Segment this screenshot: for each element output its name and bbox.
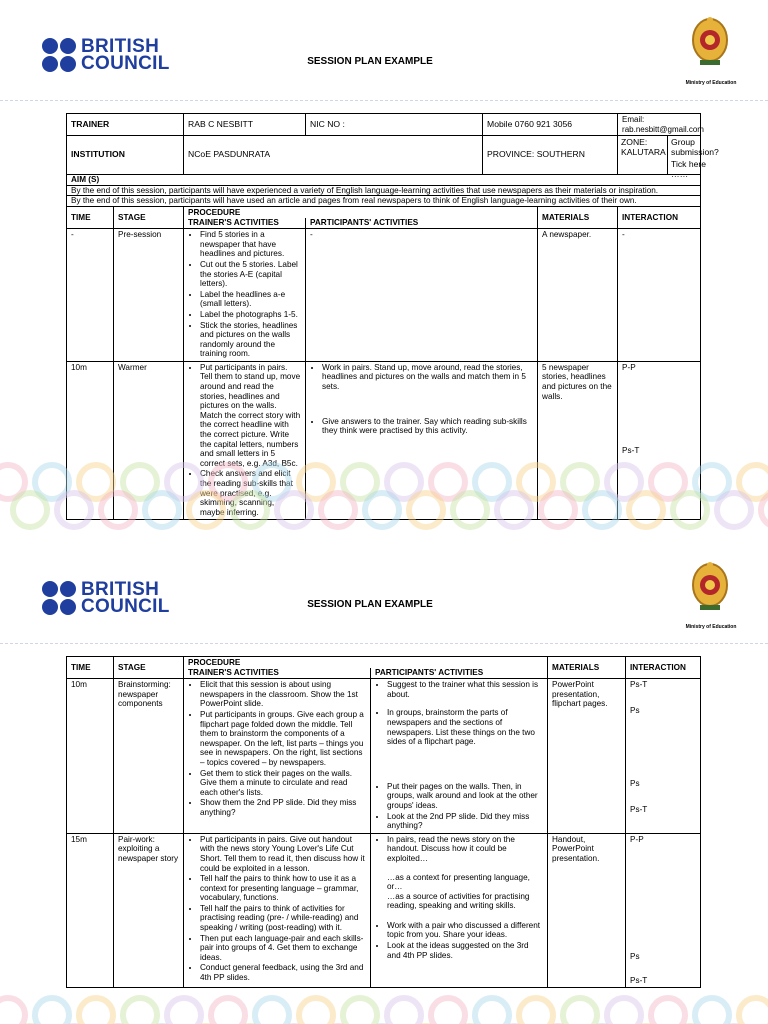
participant-note: …as a context for presenting language, or… (387, 872, 530, 892)
institution-value: NCoE PASDUNRATA (184, 136, 483, 175)
row-stage: Pre-session (114, 229, 184, 362)
list-item: • Stick the stories, headlines and pictures on the walls randomly around the training room. (200, 321, 301, 359)
interaction-value: Ps-T (630, 680, 648, 690)
ring-ornament (648, 995, 688, 1024)
group-submission-label: Group submission? (671, 137, 719, 157)
aims-label: AIM (S) (67, 175, 700, 186)
list-item: • Look at the ideas suggested on the 3rd and 4th PP slides. (387, 941, 543, 960)
table-row (67, 833, 701, 987)
row-time: - (67, 229, 114, 362)
ring-ornament (208, 995, 248, 1024)
list-item: • Give answers to the trainer. Say which reading sub-skills they think were practised by this activity. (322, 417, 533, 436)
row-stage: Brainstorming: newspaper components (114, 679, 184, 834)
row-time: 10m (67, 679, 114, 834)
list-item: • Put participants in groups. Give each group a flipchart page folded down the middle. Tell them to brainstorm the components of a newspaper. On the left, list parts – things you see in newspapers. On the right, list sections – topics covered – by newspapers. (200, 710, 366, 768)
ring-ornament (340, 995, 380, 1024)
row-trainer-activities (184, 833, 371, 987)
participant-note: …as a source of activities for practising reading, speaking and writing skills. (387, 891, 530, 911)
col-materials: MATERIALS (548, 657, 626, 679)
decorative-rings (0, 462, 768, 530)
row-trainer-activities (184, 229, 306, 362)
group-submission (618, 136, 719, 179)
decorative-rings (0, 995, 768, 1024)
col-procedure: PROCEDURE (184, 657, 548, 668)
ring-ornament (560, 995, 600, 1024)
list-item: • Find 5 stories in a newspaper that have headlines and pictures. (200, 230, 301, 259)
row-materials: Handout, PowerPoint presentation. (548, 833, 626, 987)
mobile-number: Mobile 0760 921 3056 (483, 114, 618, 136)
ring-ornament (274, 490, 314, 530)
ring-ornament (32, 995, 72, 1024)
ring-ornament (252, 995, 292, 1024)
col-participants-activities: PARTICIPANTS' ACTIVITIES (306, 218, 538, 229)
ring-ornament (54, 490, 94, 530)
ring-ornament (76, 995, 116, 1024)
row-materials: 5 newspaper stories, headlines and pictures on the walls. (538, 361, 618, 520)
col-materials: MATERIALS (538, 206, 618, 228)
province: PROVINCE: SOUTHERN (483, 136, 618, 175)
row-materials: A newspaper. (538, 229, 618, 362)
header-divider (0, 100, 768, 101)
ministry-caption: Ministry of Education (685, 624, 737, 630)
ring-ornament (604, 995, 644, 1024)
interaction-value: P-P (622, 362, 636, 372)
list-item: • Conduct general feedback, using the 3rd and 4th PP slides. (200, 963, 366, 982)
row-stage: Warmer (114, 361, 184, 520)
list-item: • Work in pairs. Stand up, move around, read the stories, headlines and pictures on the walls and match them in 5 sets. (322, 363, 533, 392)
email-address: Email: rab.nesbitt@gmail.com (618, 114, 701, 136)
ring-ornament (736, 995, 768, 1024)
ring-ornament (582, 490, 622, 530)
list-item: • Label the headlines a-e (small letters). (200, 290, 301, 309)
interaction-value: Ps (630, 705, 640, 715)
page-2 (0, 545, 768, 1024)
list-item: • Cut out the 5 stories. Label the stories A-E (capital letters). (200, 260, 301, 289)
interaction-value: Ps-T (630, 975, 648, 985)
logo-line-1: BRITISH (81, 579, 160, 600)
ring-ornament (318, 490, 358, 530)
ring-ornament (0, 995, 28, 1024)
ring-ornament (450, 490, 490, 530)
interaction-value: Ps-T (622, 446, 640, 456)
col-trainer-activities: TRAINER'S ACTIVITIES (184, 218, 306, 229)
ring-ornament (296, 995, 336, 1024)
ring-ornament (98, 490, 138, 530)
interaction-value: Ps (630, 952, 640, 962)
ring-ornament (494, 490, 534, 530)
list-item: • Work with a pair who discussed a different topic from you. Share your ideas. (387, 921, 543, 940)
tick-here-checkbox[interactable]: Tick here …… (671, 159, 707, 179)
list-item: • Label the photographs 1-5. (200, 310, 301, 320)
page-title: SESSION PLAN EXAMPLE (307, 599, 433, 610)
trainer-value: RAB C NESBITT (184, 114, 306, 136)
col-time: TIME (67, 657, 114, 679)
sri-lanka-crest-icon (690, 16, 730, 68)
col-interaction: INTERACTION (618, 206, 701, 228)
table-row (67, 679, 701, 834)
ring-ornament (472, 995, 512, 1024)
page-title: SESSION PLAN EXAMPLE (307, 56, 433, 67)
ring-ornament (186, 490, 226, 530)
ring-ornament (538, 490, 578, 530)
session-plan-table-p1 (66, 113, 719, 520)
nic-label: NIC NO : (306, 114, 483, 136)
institution-label: INSTITUTION (67, 136, 184, 175)
col-participants-activities: PARTICIPANTS' ACTIVITIES (371, 668, 548, 679)
ring-ornament (362, 490, 402, 530)
col-interaction: INTERACTION (626, 657, 701, 679)
interaction-value: Ps-T (630, 804, 648, 814)
row-materials: PowerPoint presentation, flipchart pages. (548, 679, 626, 834)
interaction-value: P-P (630, 834, 644, 844)
ring-ornament (714, 490, 754, 530)
list-item: • Check answers and elicit the reading sub-skills that were practised, e.g. skimming, scanning, maybe inferring. (200, 469, 301, 517)
list-item: • Tell half the pairs to think of activities for practising reading (pre- / while-reading) and speaking / writing (post-reading) with it. (200, 904, 366, 933)
list-item: • Then put each language-pair and each skills-pair into groups of 4. Get them to exchange ideas. (200, 934, 366, 963)
ring-ornament (10, 490, 50, 530)
ring-ornament (164, 995, 204, 1024)
list-item: • Show them the 2nd PP slide. Did they miss anything? (200, 798, 366, 817)
ministry-caption: Ministry of Education (685, 80, 737, 86)
logo-line-2: COUNCIL (81, 596, 170, 617)
aim-2: By the end of this session, participants will have used an article and pages from real newspapers to think of English language-learning activities of their own. (71, 196, 637, 206)
row-participants-activities (371, 833, 548, 987)
list-item: • Look at the 2nd PP slide. Did they miss anything? (387, 812, 543, 831)
row-stage: Pair-work: exploiting a newspaper story (114, 833, 184, 987)
list-item: • Get them to stick their pages on the walls. Give them a minute to circulate and read each other's lists. (200, 769, 366, 798)
ring-ornament (692, 995, 732, 1024)
row-participants-activities: - (306, 229, 538, 362)
header-divider (0, 643, 768, 644)
ring-ornament (670, 490, 710, 530)
list-item: • Tell half the pairs to think how to use it as a context for presenting language – grammar, vocabulary, functions. (200, 874, 366, 903)
row-interaction (626, 679, 701, 834)
list-item: • Elicit that this session is about using newspapers in the classroom. Show the 1st PowerPoint slide. (200, 680, 366, 709)
col-trainer-activities: TRAINER'S ACTIVITIES (184, 668, 371, 679)
ring-ornament (626, 490, 666, 530)
list-item: • In groups, brainstorm the parts of newspapers and the sections of newspapers. List these things on the two sides of a flipchart page. (387, 708, 543, 746)
ring-ornament (230, 490, 270, 530)
logo-line-1: BRITISH (81, 36, 160, 57)
sri-lanka-crest-icon (690, 561, 730, 613)
col-procedure: PROCEDURE (184, 206, 538, 217)
interaction-value: Ps (630, 779, 640, 789)
aim-1: By the end of this session, participants will have experienced a variety of English language-learning activities that use newspapers as their materials or inspiration. (67, 186, 700, 197)
ring-ornament (428, 995, 468, 1024)
logo-line-2: COUNCIL (81, 53, 170, 74)
col-stage: STAGE (114, 657, 184, 679)
ring-ornament (384, 995, 424, 1024)
trainer-label: TRAINER (67, 114, 184, 136)
row-time: 10m (67, 361, 114, 520)
list-item: • Suggest to the trainer what this session is about. (387, 680, 543, 699)
row-interaction (626, 833, 701, 987)
row-trainer-activities (184, 679, 371, 834)
ring-ornament (120, 995, 160, 1024)
row-interaction: - (618, 229, 701, 362)
table-row (67, 229, 701, 362)
list-item: • In pairs, read the news story on the handout. Discuss how it could be exploited… (387, 835, 543, 864)
ring-ornament (406, 490, 446, 530)
col-time: TIME (67, 206, 114, 228)
ring-ornament (516, 995, 556, 1024)
col-stage: STAGE (114, 206, 184, 228)
list-item: • Put their pages on the walls. Then, in groups, walk around and look at the other groups' ideas. (387, 782, 543, 811)
ring-ornament (142, 490, 182, 530)
session-plan-table-p2 (66, 656, 701, 988)
list-item: • Put participants in pairs. Tell them to stand up, move around and read the stories, headlines and pictures on the walls. Match the correct story with the correct headline with the correct picture. Write the capital letters, numbers and small letters in 5 correct sets, e.g. A3d, B5c. (200, 363, 301, 469)
zone: ZONE: KALUTARA (618, 136, 668, 174)
row-participants-activities (371, 679, 548, 834)
row-time: 15m (67, 833, 114, 987)
list-item: • Put participants in pairs. Give out handout with the news story Young Lover's Life Cut Short. Tell them to read it, then discuss how it could be exploited in a lesson. (200, 835, 366, 873)
